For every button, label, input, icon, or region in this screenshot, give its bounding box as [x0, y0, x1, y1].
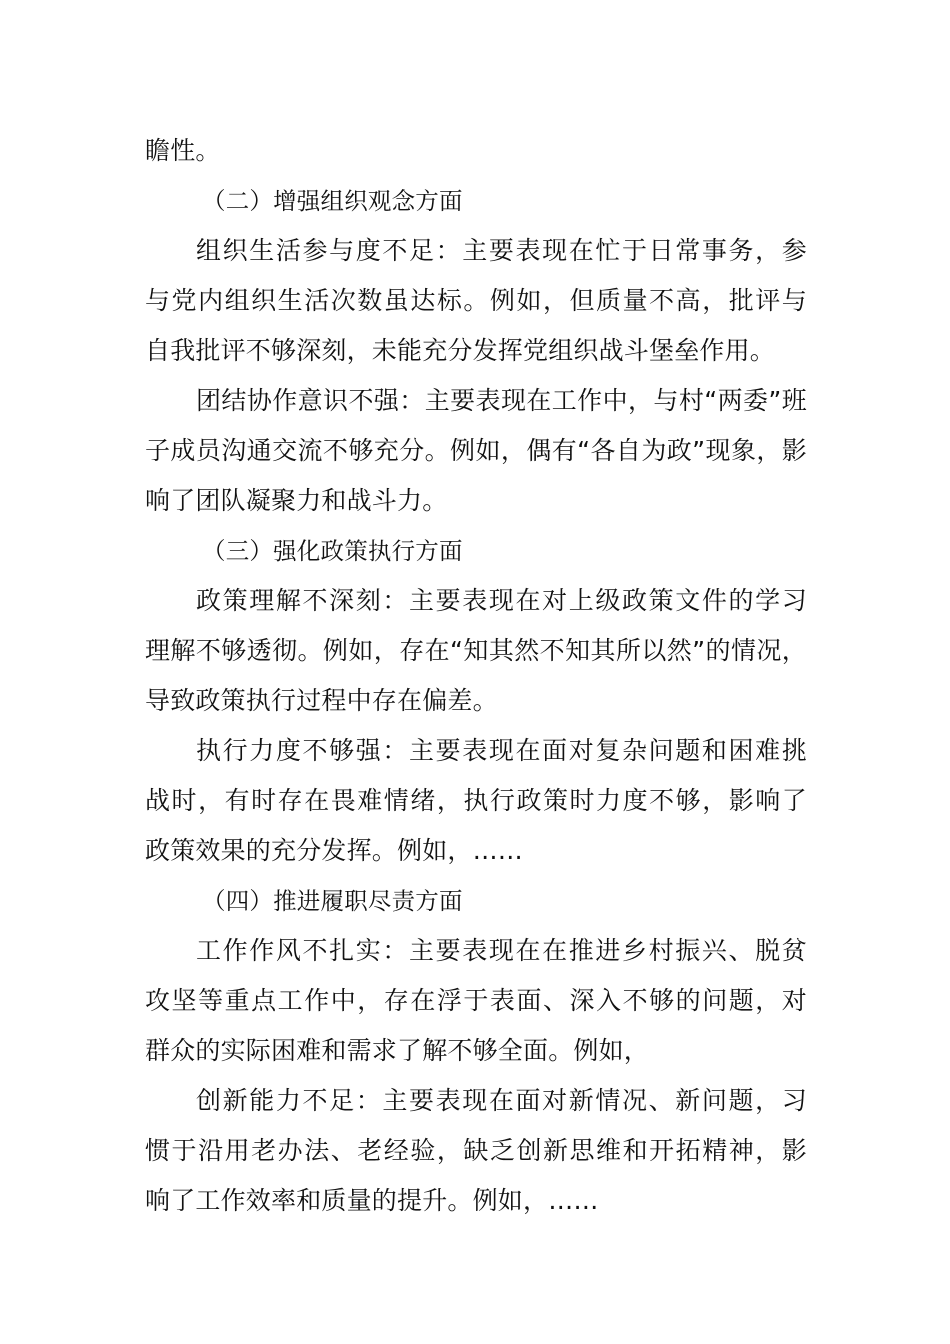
text-line: 工作作风不扎实：主要表现在在推进乡村振兴、脱贫: [196, 936, 807, 965]
text-line: 响了团队凝聚力和战斗力。: [145, 486, 448, 515]
section-heading: （三）强化政策执行方面: [202, 537, 463, 565]
section-heading: （二）增强组织观念方面: [202, 187, 463, 215]
text-line: 理解不够透彻。例如，存在“知其然不知其所以然”的情况，: [145, 636, 807, 665]
text-line: 自我批评不够深刻，未能充分发挥党组织战斗堡垒作用。: [145, 336, 776, 365]
text-line: 攻坚等重点工作中，存在浮于表面、深入不够的问题，对: [145, 986, 807, 1015]
text-line: 战时，有时存在畏难情绪，执行政策时力度不够，影响了: [145, 786, 807, 815]
text-line: 响了工作效率和质量的提升。例如，……: [145, 1186, 599, 1215]
text-line: 执行力度不够强：主要表现在面对复杂问题和困难挑: [196, 736, 807, 765]
text-line: 惯于沿用老办法、老经验，缺乏创新思维和开拓精神，影: [145, 1136, 807, 1165]
text-line: 瞻性。: [145, 136, 221, 165]
text-line: 与党内组织生活次数虽达标。例如，但质量不高，批评与: [145, 286, 807, 315]
text-line: 子成员沟通交流不够充分。例如，偶有“各自为政”现象，影: [145, 436, 807, 465]
section-heading: （四）推进履职尽责方面: [202, 887, 463, 915]
text-line: 政策理解不深刻：主要表现在对上级政策文件的学习: [196, 586, 807, 615]
text-line: 团结协作意识不强：主要表现在工作中，与村“两委”班: [196, 386, 807, 415]
text-line: 政策效果的充分发挥。例如，……: [145, 836, 524, 865]
text-line: 导致政策执行过程中存在偏差。: [145, 686, 498, 715]
document-page: [145, 126, 807, 1226]
text-line: 群众的实际困难和需求了解不够全面。例如，: [145, 1036, 650, 1065]
text-line: 创新能力不足：主要表现在面对新情况、新问题，习: [196, 1086, 807, 1115]
text-line: 组织生活参与度不足：主要表现在忙于日常事务，参: [196, 236, 807, 265]
